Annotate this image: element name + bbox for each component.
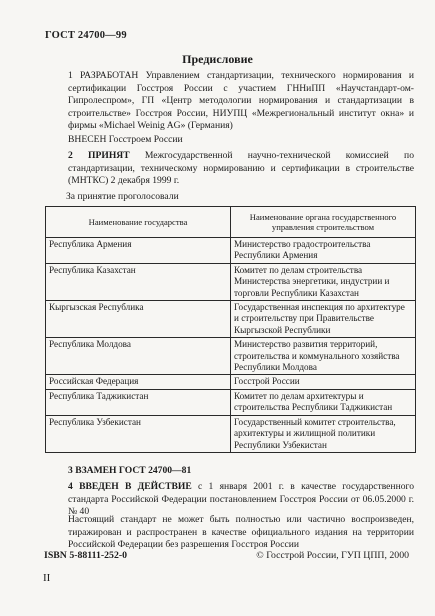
table-row [46, 238, 416, 264]
section-introduced-text: Госстроем России [106, 134, 183, 145]
section-effective-text: с 1 января 2001 г. в качестве государственного стандарта Российской Федерации постановлением Госстроя России от 06.05.2000 г. № 40 [68, 481, 414, 518]
authority-name-cell: Министерство градостроительства Республики Армения [231, 238, 416, 264]
state-name-cell: Республика Узбекистан [46, 415, 231, 452]
state-name-cell: Республика Молдова [46, 338, 231, 375]
column-header-authority: Наименование органа государственного управления строительством [231, 207, 416, 238]
state-name-cell: Российская Федерация [46, 375, 231, 389]
standard-code: ГОСТ 24700—99 [45, 30, 127, 41]
authority-name-cell: Государственная инспекция по архитектуре и строительству при Правительстве Кыргызской Республики [231, 301, 416, 338]
table-header-row [46, 207, 416, 238]
section-introduced [44, 134, 414, 147]
table-row [46, 389, 416, 415]
authority-name-cell: Государственный комитет строительства, архитектуры и жилищной политики Республики Узбекистан [231, 415, 416, 452]
page-number: II [43, 572, 51, 584]
section-introduced-label: ВНЕСЕН [68, 134, 107, 145]
section-developed-text: Управлением стандартизации, технического нормирования и сертификации Госстроя России с участием ГННиПП «Научстандарт-ом-Гипролеспром», ГП «Центр методологии нормирования и стандартизации в строительстве» Госстроя России, НИУПЦ «Межрегиональный институт окна» и фирмы «Michael Weinig AG» (Германия) [68, 70, 414, 132]
column-header-state: Наименование государства [46, 207, 231, 238]
table-row [46, 375, 416, 389]
authority-name-cell: Комитет по делам строительства Министерства энергетики, индустрии и торговли Республики Казахстан [231, 263, 416, 300]
table-row [46, 338, 416, 375]
section-replaces-label: 3 ВЗАМЕН ГОСТ 24700—81 [68, 465, 192, 476]
state-name-cell: Республика Армения [46, 238, 231, 264]
section-adopted-text: Межгосударственной научно-технической комиссией по стандартизации, техническому нормированию и сертификации в строительстве (МНТКС) 2 декабря 1999 г. [68, 150, 414, 187]
isbn: ISBN 5-88111-252-0 [44, 550, 128, 561]
page-title: Предисловие [182, 52, 253, 66]
voting-states-table [45, 206, 416, 453]
table-row [46, 301, 416, 338]
authority-name-cell: Министерство развития территорий, строительства и коммунального хозяйства Республики Молдова [231, 338, 416, 375]
reproduction-notice-text: Настоящий стандарт не может быть полностью или частично воспроизведен, тиражирован и распространен в качестве официального издания на территории Российской Федерации без разрешения Госстроя России [68, 514, 414, 551]
section-developed [44, 70, 414, 133]
authority-name-cell: Комитет по делам архитектуры и строительства Республики Таджикистан [231, 389, 416, 415]
copyright: © Госстрой России, ГУП ЦПП, 2000 [256, 550, 409, 561]
table-row [46, 415, 416, 452]
section-replaces [44, 465, 414, 478]
reproduction-notice [44, 514, 414, 552]
table-row [46, 263, 416, 300]
section-adopted [44, 150, 414, 188]
section-developed-label: 1 РАЗРАБОТАН [68, 70, 139, 81]
voted-label: За принятие проголосовали [66, 191, 179, 202]
state-name-cell: Республика Таджикистан [46, 389, 231, 415]
section-adopted-label: 2 ПРИНЯТ [68, 150, 130, 161]
state-name-cell: Кыргызская Республика [46, 301, 231, 338]
authority-name-cell: Госстрой России [231, 375, 416, 389]
section-effective-label: 4 ВВЕДЕН В ДЕЙСТВИЕ [68, 481, 192, 492]
state-name-cell: Республика Казахстан [46, 263, 231, 300]
